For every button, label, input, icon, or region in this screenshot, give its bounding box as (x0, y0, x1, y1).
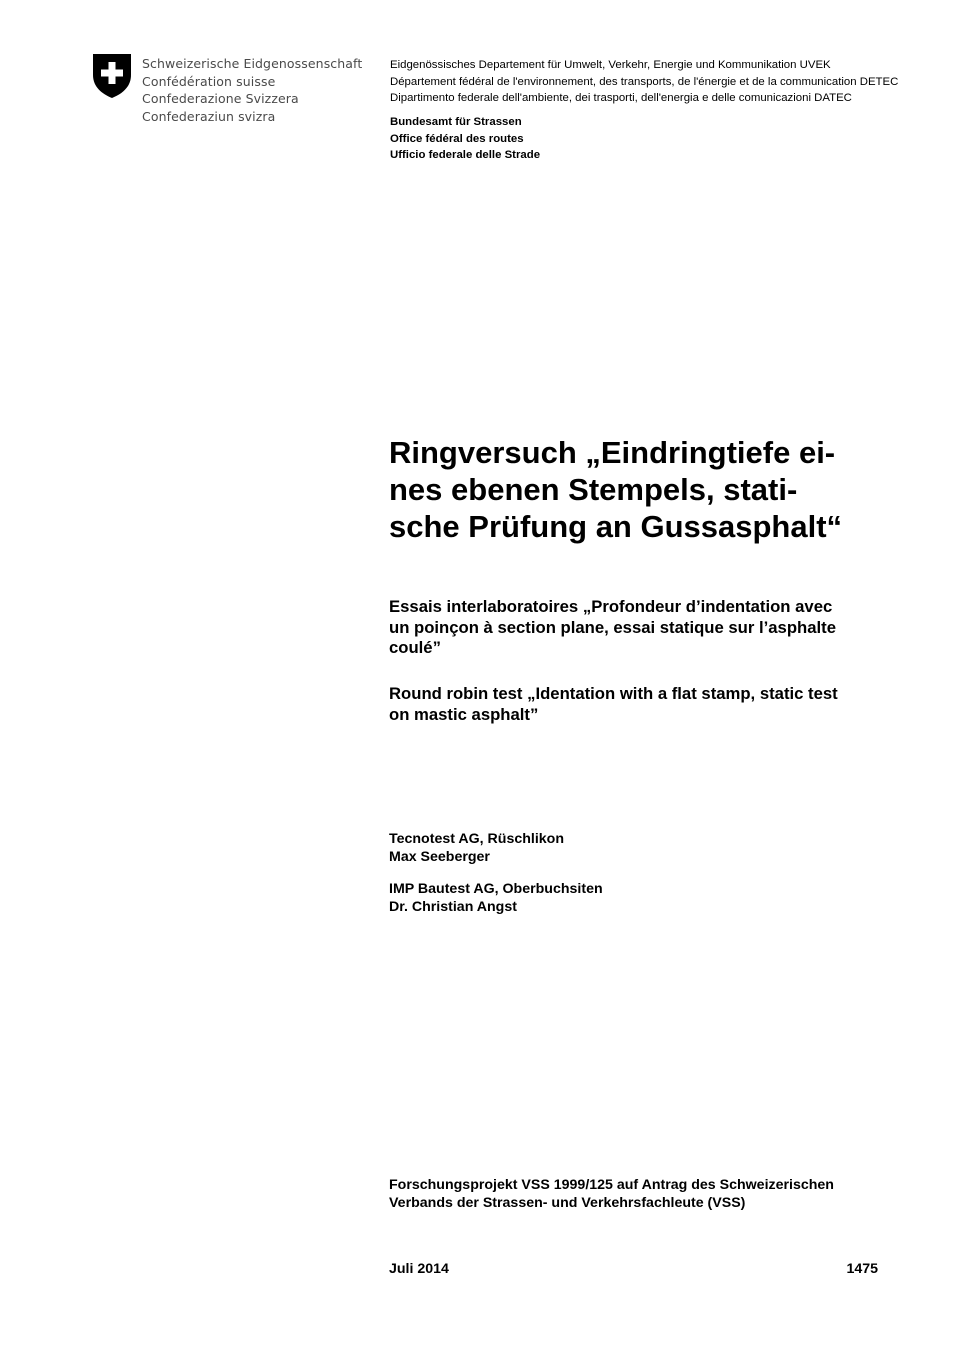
logo-line-fr: Confédération suisse (142, 73, 276, 89)
author-person: Max Seeberger (389, 848, 490, 865)
subtitle-line: un poinçon à section plane, essai statique sur l’asphalte (389, 617, 836, 637)
subtitle-line: on mastic asphalt” (389, 704, 539, 724)
confederation-wordmark (142, 55, 362, 125)
office-header (390, 114, 540, 164)
project-line: Verbands der Strassen- und Verkehrsfachleute (VSS) (389, 1194, 746, 1211)
logo-line-it: Confederazione Svizzera (142, 91, 299, 106)
department-line-de: Eidgenössisches Departement für Umwelt, Verkehr, Energie und Kommunikation UVEK (390, 59, 831, 71)
subtitle-line: Essais interlaboratoires „Profondeur d’indentation avec (389, 597, 833, 616)
swiss-cross-shield-icon (92, 53, 132, 99)
author-block (389, 831, 564, 866)
title-line: Ringversuch „Eindringtiefe ei- (389, 435, 836, 470)
author-block (389, 881, 603, 916)
department-header (390, 57, 898, 107)
title-line: sche Prüfung an Gussasphalt“ (389, 509, 843, 544)
author-organization: IMP Bautest AG, Oberbuchsiten (389, 881, 603, 897)
research-project-note (389, 1177, 834, 1212)
logo-line-rm: Confederaziun svizra (142, 108, 276, 124)
department-line-fr: Département fédéral de l'environnement, des transports, de l'énergie et de la communication DETEC (390, 75, 899, 88)
document-title (389, 434, 869, 545)
subtitle-french (389, 597, 889, 659)
office-line-it: Ufficio federale delle Strade (390, 149, 541, 162)
logo-line-de: Schweizerische Eidgenossenschaft (142, 56, 363, 71)
subtitle-english (389, 684, 889, 725)
subtitle-line: coulé” (389, 638, 441, 657)
subtitle-line: Round robin test „Identation with a flat stamp, static test (389, 684, 838, 703)
title-line: nes ebenen Stempels, stati- (389, 472, 798, 507)
publication-date: Juli 2014 (389, 1261, 449, 1277)
department-line-it: Dipartimento federale dell'ambiente, dei trasporti, dell'energia e delle comunicazioni DATEC (390, 92, 852, 105)
project-line: Forschungsprojekt VSS 1999/125 auf Antrag des Schweizerischen (389, 1177, 834, 1193)
office-line-fr: Office fédéral des routes (390, 132, 524, 145)
office-line-de: Bundesamt für Strassen (390, 116, 522, 128)
report-number: 1475 (846, 1261, 878, 1277)
author-organization: Tecnotest AG, Rüschlikon (389, 831, 565, 847)
author-person: Dr. Christian Angst (389, 898, 517, 915)
